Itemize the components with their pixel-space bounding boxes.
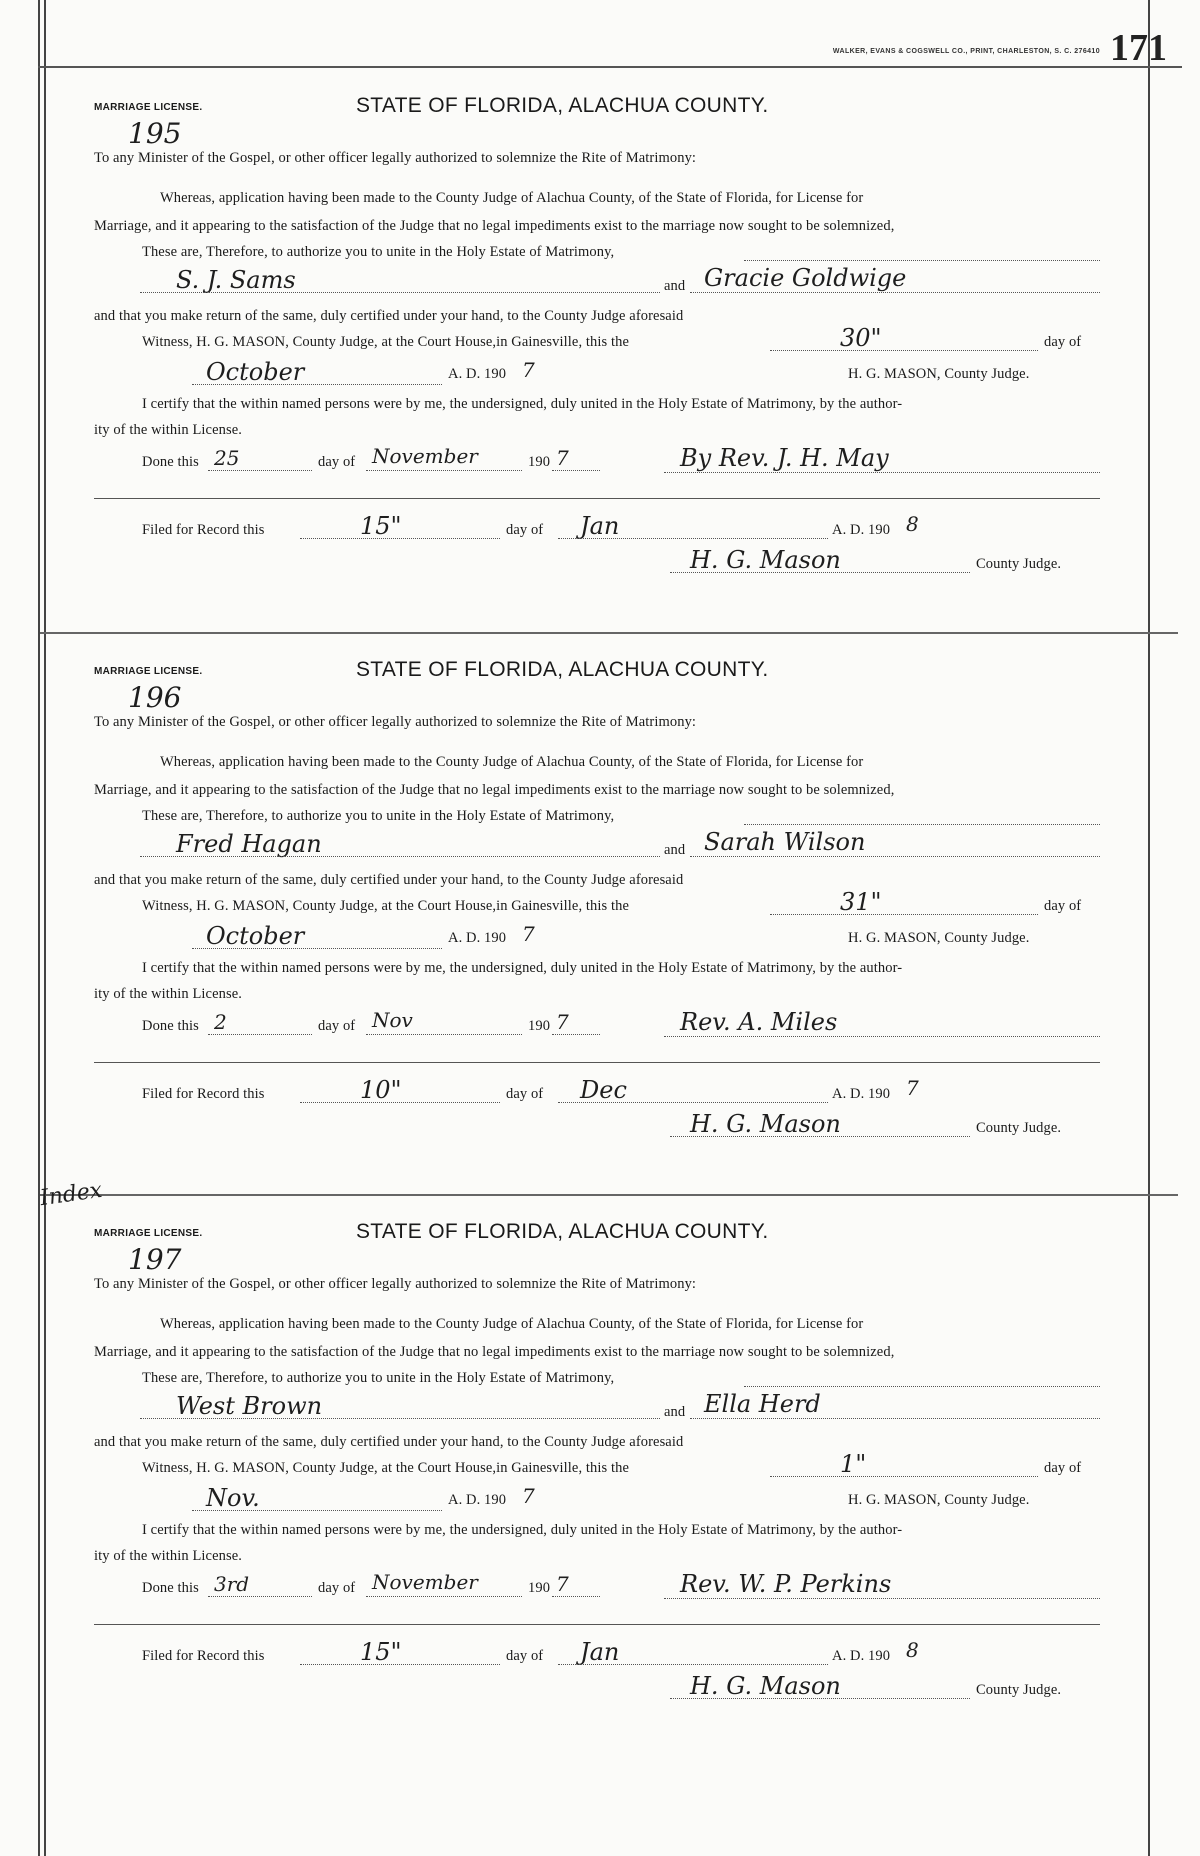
marriage-license-entry (0, 70, 1200, 640)
state-heading: STATE OF FLORIDA, ALACHUA COUNTY. (356, 1220, 769, 1243)
license-number: 196 (128, 681, 182, 714)
groom-underline (140, 1418, 660, 1419)
filed-day-of-label: day of (506, 1648, 544, 1664)
day-of-label: day of (1044, 898, 1082, 914)
bride-underline (690, 1418, 1100, 1419)
issue-day-underline (770, 914, 1038, 915)
certify-line-1: I certify that the within named persons were by me, the undersigned, duly united in the Holy Estate of Matrimony, by the author- (142, 396, 903, 412)
filed-year: 7 (906, 1076, 919, 1100)
done-day-underline (208, 470, 312, 471)
certify-line-1: I certify that the within named persons were by me, the undersigned, duly united in the Holy Estate of Matrimony, by the author- (142, 960, 903, 976)
done-year-underline (552, 1034, 600, 1035)
filed-month-underline (558, 1664, 828, 1665)
filed-month-underline (558, 1102, 828, 1103)
done-this-label: Done this (142, 454, 199, 470)
issue-month: October (206, 922, 305, 950)
county-judge-label: County Judge. (976, 1120, 1062, 1136)
done-month-underline (366, 470, 522, 471)
bride-underline (690, 856, 1100, 857)
marriage-license-entry (0, 634, 1200, 1204)
day-of-label: day of (1044, 1460, 1082, 1476)
margin-note: Index (38, 1177, 104, 1212)
return-line: and that you make return of the same, duly certified under your hand, to the County Judge aforesaid (94, 308, 684, 324)
address-line: To any Minister of the Gospel, or other officer legally authorized to solemnize the Rite of Matrimony: (94, 150, 697, 166)
address-line: To any Minister of the Gospel, or other officer legally authorized to solemnize the Rite of Matrimony: (94, 714, 697, 730)
judge-signature-printed: H. G. MASON, County Judge. (848, 1492, 1030, 1508)
bride-name: Sarah Wilson (704, 828, 866, 856)
certify-line-2: ity of the within License. (94, 1548, 242, 1564)
address-line: To any Minister of the Gospel, or other officer legally authorized to solemnize the Rite of Matrimony: (94, 1276, 697, 1292)
filed-year: 8 (906, 512, 919, 536)
license-label: MARRIAGE LICENSE. (94, 102, 203, 113)
done-year-prefix: 190 (528, 1580, 551, 1596)
filed-day-underline (300, 1664, 500, 1665)
issue-year: 7 (522, 358, 535, 382)
filed-month: Jan (580, 1638, 620, 1666)
done-year-underline (552, 1596, 600, 1597)
and-label: and (664, 842, 686, 858)
done-year-underline (552, 470, 600, 471)
filed-signature: H. G. Mason (690, 1110, 841, 1138)
filed-rule (94, 1624, 1100, 1625)
filed-day-of-label: day of (506, 1086, 544, 1102)
issue-day-underline (770, 350, 1038, 351)
ad-label: A. D. 190 (448, 366, 507, 382)
officiant-signature: Rev. A. Miles (680, 1008, 838, 1036)
done-month-underline (366, 1034, 522, 1035)
issue-year: 7 (522, 1484, 535, 1508)
license-number: 197 (128, 1243, 182, 1276)
license-label: MARRIAGE LICENSE. (94, 1228, 203, 1239)
county-judge-label: County Judge. (976, 556, 1062, 572)
top-rule (38, 66, 1182, 68)
groom-name: S. J. Sams (176, 266, 296, 294)
filed-day-of-label: day of (506, 522, 544, 538)
filed-month-underline (558, 538, 828, 539)
filed-ad-label: A. D. 190 (832, 1648, 891, 1664)
authorize-underline (744, 824, 1100, 825)
done-month-underline (366, 1596, 522, 1597)
issue-month-underline (192, 384, 442, 385)
filed-rule (94, 498, 1100, 499)
done-day-of-label: day of (318, 454, 356, 470)
judge-signature-printed: H. G. MASON, County Judge. (848, 930, 1030, 946)
done-day: 25 (214, 446, 240, 470)
groom-underline (140, 856, 660, 857)
certify-line-2: ity of the within License. (94, 986, 242, 1002)
officiant-underline (664, 1598, 1100, 1599)
bride-underline (690, 292, 1100, 293)
filed-year: 8 (906, 1638, 919, 1662)
return-line: and that you make return of the same, duly certified under your hand, to the County Judge aforesaid (94, 1434, 684, 1450)
filed-signature-underline (670, 1136, 970, 1137)
issue-day-underline (770, 1476, 1038, 1477)
issue-month: October (206, 358, 305, 386)
certify-line-1: I certify that the within named persons were by me, the undersigned, duly united in the Holy Estate of Matrimony, by the author- (142, 1522, 903, 1538)
issue-day: 30" (840, 324, 882, 352)
done-year: 7 (556, 446, 569, 470)
done-year: 7 (556, 1572, 569, 1596)
whereas-line-1: Whereas, application having been made to the County Judge of Alachua County, of the State of Florida, for License for (160, 190, 864, 206)
filed-day: 10" (360, 1076, 402, 1104)
filed-signature: H. G. Mason (690, 1672, 841, 1700)
done-day-of-label: day of (318, 1580, 356, 1596)
authorize-line: These are, Therefore, to authorize you to unite in the Holy Estate of Matrimony, (142, 808, 615, 824)
filed-label: Filed for Record this (142, 522, 265, 538)
done-this-label: Done this (142, 1580, 199, 1596)
authorize-line: These are, Therefore, to authorize you to unite in the Holy Estate of Matrimony, (142, 1370, 615, 1386)
ad-label: A. D. 190 (448, 930, 507, 946)
filed-rule (94, 1062, 1100, 1063)
license-number: 195 (128, 117, 182, 150)
witness-line: Witness, H. G. MASON, County Judge, at the Court House,in Gainesville, this the (142, 334, 629, 350)
filed-day-underline (300, 538, 500, 539)
officiant-signature: By Rev. J. H. May (680, 444, 889, 472)
done-day: 3rd (214, 1572, 250, 1596)
bride-name: Gracie Goldwige (704, 264, 907, 292)
bride-name: Ella Herd (704, 1390, 821, 1418)
done-day: 2 (214, 1010, 227, 1034)
issue-day: 1" (840, 1450, 867, 1478)
issue-day: 31" (840, 888, 882, 916)
witness-line: Witness, H. G. MASON, County Judge, at the Court House,in Gainesville, this the (142, 898, 629, 914)
filed-month: Jan (580, 512, 620, 540)
judge-signature-printed: H. G. MASON, County Judge. (848, 366, 1030, 382)
day-of-label: day of (1044, 334, 1082, 350)
done-year-prefix: 190 (528, 454, 551, 470)
whereas-line-1: Whereas, application having been made to the County Judge of Alachua County, of the State of Florida, for License for (160, 1316, 864, 1332)
issue-month: Nov. (206, 1484, 260, 1512)
groom-name: West Brown (176, 1392, 323, 1420)
county-judge-label: County Judge. (976, 1682, 1062, 1698)
authorize-line: These are, Therefore, to authorize you to unite in the Holy Estate of Matrimony, (142, 244, 615, 260)
done-day-underline (208, 1034, 312, 1035)
issue-month-underline (192, 948, 442, 949)
filed-signature-underline (670, 1698, 970, 1699)
issue-month-underline (192, 1510, 442, 1511)
filed-signature: H. G. Mason (690, 546, 841, 574)
and-label: and (664, 1404, 686, 1420)
state-heading: STATE OF FLORIDA, ALACHUA COUNTY. (356, 658, 769, 681)
issue-year: 7 (522, 922, 535, 946)
done-day-underline (208, 1596, 312, 1597)
officiant-signature: Rev. W. P. Perkins (680, 1570, 892, 1598)
filed-label: Filed for Record this (142, 1648, 265, 1664)
printer-imprint: WALKER, EVANS & COGSWELL CO., PRINT, CHARLESTON, S. C. 276410 (832, 48, 1100, 55)
filed-label: Filed for Record this (142, 1086, 265, 1102)
authorize-underline (744, 260, 1100, 261)
return-line: and that you make return of the same, duly certified under your hand, to the County Judge aforesaid (94, 872, 684, 888)
done-month: November (372, 1570, 478, 1594)
filed-ad-label: A. D. 190 (832, 1086, 891, 1102)
ad-label: A. D. 190 (448, 1492, 507, 1508)
filed-signature-underline (670, 572, 970, 573)
certify-line-2: ity of the within License. (94, 422, 242, 438)
filed-ad-label: A. D. 190 (832, 522, 891, 538)
groom-name: Fred Hagan (176, 830, 322, 858)
filed-day: 15" (360, 1638, 402, 1666)
whereas-line-2: Marriage, and it appearing to the satisfaction of the Judge that no legal impediments exist to the marriage now sought to be solemnized, (94, 782, 895, 798)
and-label: and (664, 278, 686, 294)
groom-underline (140, 292, 660, 293)
whereas-line-2: Marriage, and it appearing to the satisfaction of the Judge that no legal impediments exist to the marriage now sought to be solemnized, (94, 1344, 895, 1360)
done-month: November (372, 444, 478, 468)
filed-month: Dec (580, 1076, 627, 1104)
page-number: 171 (1110, 27, 1167, 69)
done-year-prefix: 190 (528, 1018, 551, 1034)
done-month: Nov (372, 1008, 413, 1032)
authorize-underline (744, 1386, 1100, 1387)
license-label: MARRIAGE LICENSE. (94, 666, 203, 677)
witness-line: Witness, H. G. MASON, County Judge, at the Court House,in Gainesville, this the (142, 1460, 629, 1476)
whereas-line-2: Marriage, and it appearing to the satisfaction of the Judge that no legal impediments exist to the marriage now sought to be solemnized, (94, 218, 895, 234)
state-heading: STATE OF FLORIDA, ALACHUA COUNTY. (356, 94, 769, 117)
filed-day-underline (300, 1102, 500, 1103)
marriage-license-entry (0, 1177, 1200, 1766)
whereas-line-1: Whereas, application having been made to the County Judge of Alachua County, of the State of Florida, for License for (160, 754, 864, 770)
officiant-underline (664, 472, 1100, 473)
done-year: 7 (556, 1010, 569, 1034)
officiant-underline (664, 1036, 1100, 1037)
done-this-label: Done this (142, 1018, 199, 1034)
done-day-of-label: day of (318, 1018, 356, 1034)
filed-day: 15" (360, 512, 402, 540)
